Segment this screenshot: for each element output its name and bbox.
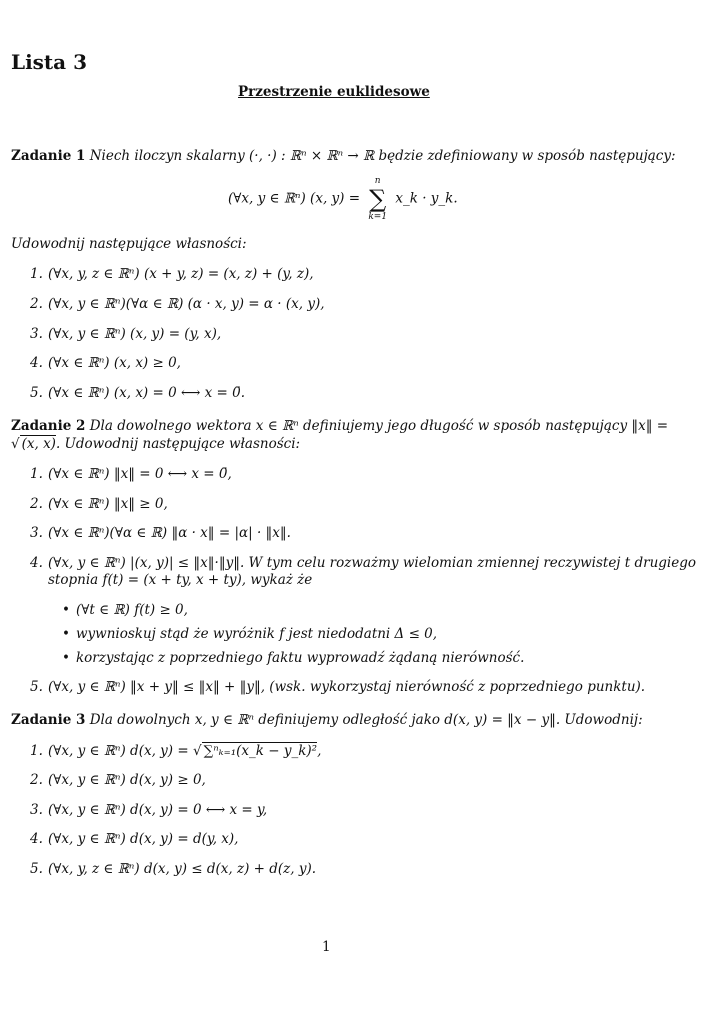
task1-formula-right: x_k · y_k. — [395, 190, 458, 207]
summation-symbol: n ∑ k=1 — [368, 176, 388, 222]
task3-item-4: 4. (∀x, y ∈ ℝⁿ) d(x, y) = d(y, x), — [30, 831, 239, 847]
sqrt-symbol: √ ∑ⁿₖ₌₁(x_k − y_k)² — [192, 743, 318, 759]
task2-item-4-cont: stopnia f(t) = (x + ty, x + ty), wykaż że — [48, 572, 313, 588]
task3-label: Zadanie 3 — [11, 712, 86, 728]
task3-item-1: 1. (∀x, y ∈ ℝⁿ) d(x, y) = √ ∑ⁿₖ₌₁(x_k − y_k)², — [30, 743, 322, 759]
task1-intro-line — [11, 148, 676, 164]
task3-item-3: 3. (∀x, y ∈ ℝⁿ) d(x, y) = 0 ⟷ x = y, — [30, 802, 268, 818]
page-title: Lista 3 — [11, 50, 87, 74]
bullet-icon: • — [62, 650, 70, 666]
task2-intro-line — [11, 418, 668, 434]
task2-item-2: 2. (∀x ∈ ℝⁿ) ‖x‖ ≥ 0, — [30, 496, 168, 512]
task1-item-2: 2. (∀x, y ∈ ℝⁿ)(∀α ∈ ℝ) (α · x, y) = α · (x, y), — [30, 296, 325, 312]
task3-intro-line — [11, 712, 643, 728]
task1-item-1: 1. (∀x, y, z ∈ ℝⁿ) (x + y, z) = (x, z) + (y, z), — [30, 266, 314, 282]
task1-item-5: 5. (∀x ∈ ℝⁿ) (x, x) = 0 ⟷ x = 0̄. — [30, 385, 246, 401]
task2-item-3: 3. (∀x ∈ ℝⁿ)(∀α ∈ ℝ) ‖α · x‖ = |α| · ‖x‖. — [30, 525, 291, 541]
task1-item-4: 4. (∀x ∈ ℝⁿ) (x, x) ≥ 0, — [30, 355, 181, 371]
task2-label: Zadanie 2 — [11, 418, 86, 434]
task2-intro-line2: √ (x, x). Udowodnij następujące własności: — [11, 436, 301, 452]
task3-item-2: 2. (∀x, y ∈ ℝⁿ) d(x, y) ≥ 0, — [30, 772, 206, 788]
task2-item-5: 5. (∀x, y ∈ ℝⁿ) ‖x + y‖ ≤ ‖x‖ + ‖y‖, (wsk. wykorzystaj nierówność z poprzedniego punktu). — [30, 679, 646, 695]
bullet-icon: • — [62, 602, 70, 618]
bullet-icon: • — [62, 626, 70, 642]
task2-item-4: 4. (∀x, y ∈ ℝⁿ) |(x, y)| ≤ ‖x‖·‖y‖. W tym celu rozważmy wielomian zmiennej reczywistej t drugiego — [30, 555, 697, 571]
page-subtitle: Przestrzenie euklidesowe — [238, 84, 430, 100]
task3-intro: Dla dowolnych x, y ∈ ℝⁿ definiujemy odległość jako d(x, y) = ‖x − y‖. Udowodnij: — [89, 712, 643, 728]
task2-bullet-1: • (∀t ∈ ℝ) f(t) ≥ 0, — [62, 602, 188, 618]
task1-prove: Udowodnij następujące własności: — [11, 236, 247, 252]
task1-label: Zadanie 1 — [11, 148, 86, 164]
task3-item-5: 5. (∀x, y, z ∈ ℝⁿ) d(x, y) ≤ d(x, z) + d(z, y). — [30, 861, 317, 877]
task2-intro: Dla dowolnego wektora x ∈ ℝⁿ definiujemy jego długość w sposób następujący ‖x‖ = — [89, 418, 669, 434]
task1-formula-left: (∀x, y ∈ ℝⁿ) (x, y) = — [228, 190, 361, 207]
task2-bullet-2: • wywnioskuj stąd że wyróżnik f jest niedodatni Δ ≤ 0, — [62, 626, 438, 642]
task1-formula — [228, 176, 458, 222]
sqrt-symbol: √ (x, x) — [11, 436, 56, 452]
task2-bullet-3: • korzystając z poprzedniego faktu wyprowadź żądaną nierówność. — [62, 650, 525, 666]
page-number: 1 — [322, 939, 331, 955]
task1-intro: Niech iloczyn skalarny (·, ·) : ℝⁿ × ℝⁿ → ℝ będzie zdefiniowany w sposób następujący: — [89, 148, 676, 164]
task1-item-3: 3. (∀x, y ∈ ℝⁿ) (x, y) = (y, x), — [30, 326, 222, 342]
task2-item-1: 1. (∀x ∈ ℝⁿ) ‖x‖ = 0 ⟷ x = 0̄, — [30, 466, 232, 482]
